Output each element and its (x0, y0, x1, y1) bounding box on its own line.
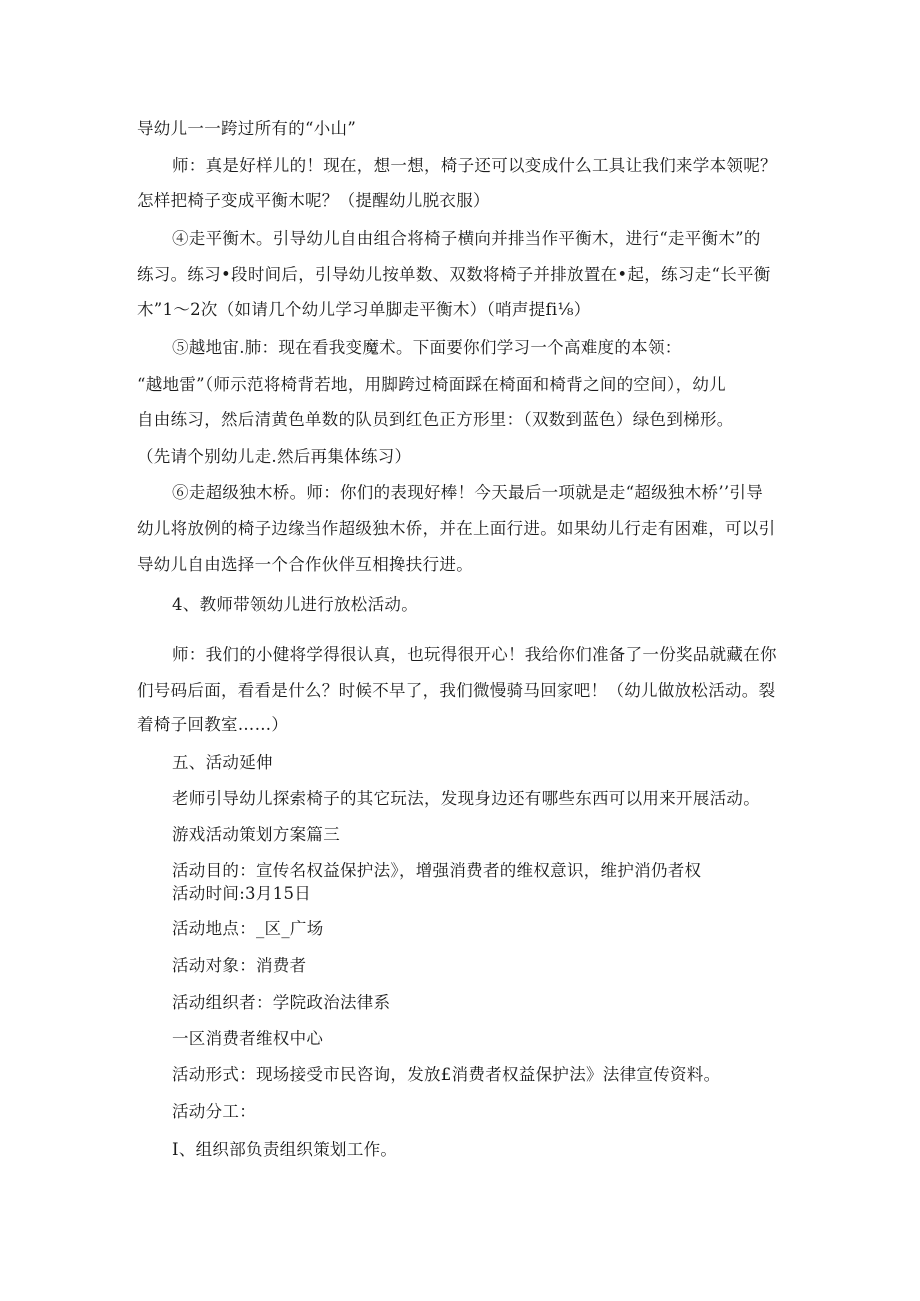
text-line: 着椅子回教室……） (137, 715, 289, 734)
text-line: 活动分工： (172, 1102, 256, 1121)
text-line: 自由练习，然后清黄色单数的队员到红色正方形里：（双数到蓝色）绿色到梯形。 (137, 410, 734, 429)
text-line: 们号码后面，看看是什么？时候不早了，我们微慢骑马回家吧！（幼儿做放松活动。裂 (137, 681, 776, 700)
text-line: 师：真是好样儿的！现在，想一想，椅子还可以变成什么工具让我们来学本领呢？ (172, 156, 777, 175)
text-line: 活动目的：宣传名权益保护法》，增强消费者的维权意识，维护消仍者权 (172, 861, 702, 880)
text-line: 导幼儿自由选择一个合作伙伴互相搀扶行进。 (137, 555, 473, 574)
text-line: 导幼儿一一跨过所有的“小山” (137, 119, 357, 138)
text-line: I、组织部负责组织策划工作。 (172, 1140, 398, 1159)
text-line: 怎样把椅子变成平衡木呢？（提醒幼儿脱衣服） (137, 191, 490, 210)
text-line: 4、教师带领幼儿进行放松活动。 (172, 595, 418, 614)
section-heading: 五、活动延伸 (172, 753, 273, 772)
text-line: 活动地点：_区_广场 (172, 919, 324, 938)
section-heading: 游戏活动策划方案篇三 (172, 825, 340, 844)
text-line: ⑤越地宙.肺：现在看我变魔术。下面要你们学习一个高难度的本领： (172, 338, 682, 357)
text-line: ⑥走超级独木桥。师：你们的表现好棒！今天最后一项就是走“超级独木桥’’引导 (172, 483, 764, 502)
text-line: 木”1～2次（如请几个幼儿学习单脚走平衡木）（哨声提fi⅛） (137, 300, 591, 319)
text-line: （先请个别幼儿走.然后再集体练习） (137, 447, 412, 466)
text-line: 一区消费者维权中心 (172, 1029, 324, 1048)
text-line: 幼儿将放例的椅子边缘当作超级独木侨，并在上面行进。如果幼儿行走有困难，可以引 (137, 519, 776, 538)
text-line: 活动组织者：学院政治法律系 (172, 993, 391, 1012)
text-line: 老师引导幼儿探索椅子的其它玩法，发现身边还有哪些东西可以用来开展活动。 (172, 789, 760, 808)
text-line: 活动时间:3月15日 (172, 884, 312, 903)
text-line: 师：我们的小健将学得很认真，也玩得很开心！我给你们准备了一份奖品就藏在你 (172, 645, 777, 664)
text-line: 练习。练习•段时间后，引导幼儿按单数、双数将椅子并排放置在•起，练习走“长平衡 (137, 265, 771, 284)
text-line: “越地雷”（师示范将椅背若地，用脚跨过椅面踩在椅面和椅背之间的空间），幼儿 (137, 375, 726, 394)
text-line: 活动对象：消费者 (172, 956, 307, 975)
text-line: ④走平衡木。引导幼儿自由组合将椅子横向并排当作平衡木，进行“走平衡木”的 (172, 229, 761, 248)
text-line: 活动形式：现场接受市民咨询，发放£消费者权益保护法》法律宣传资料。 (172, 1065, 721, 1084)
